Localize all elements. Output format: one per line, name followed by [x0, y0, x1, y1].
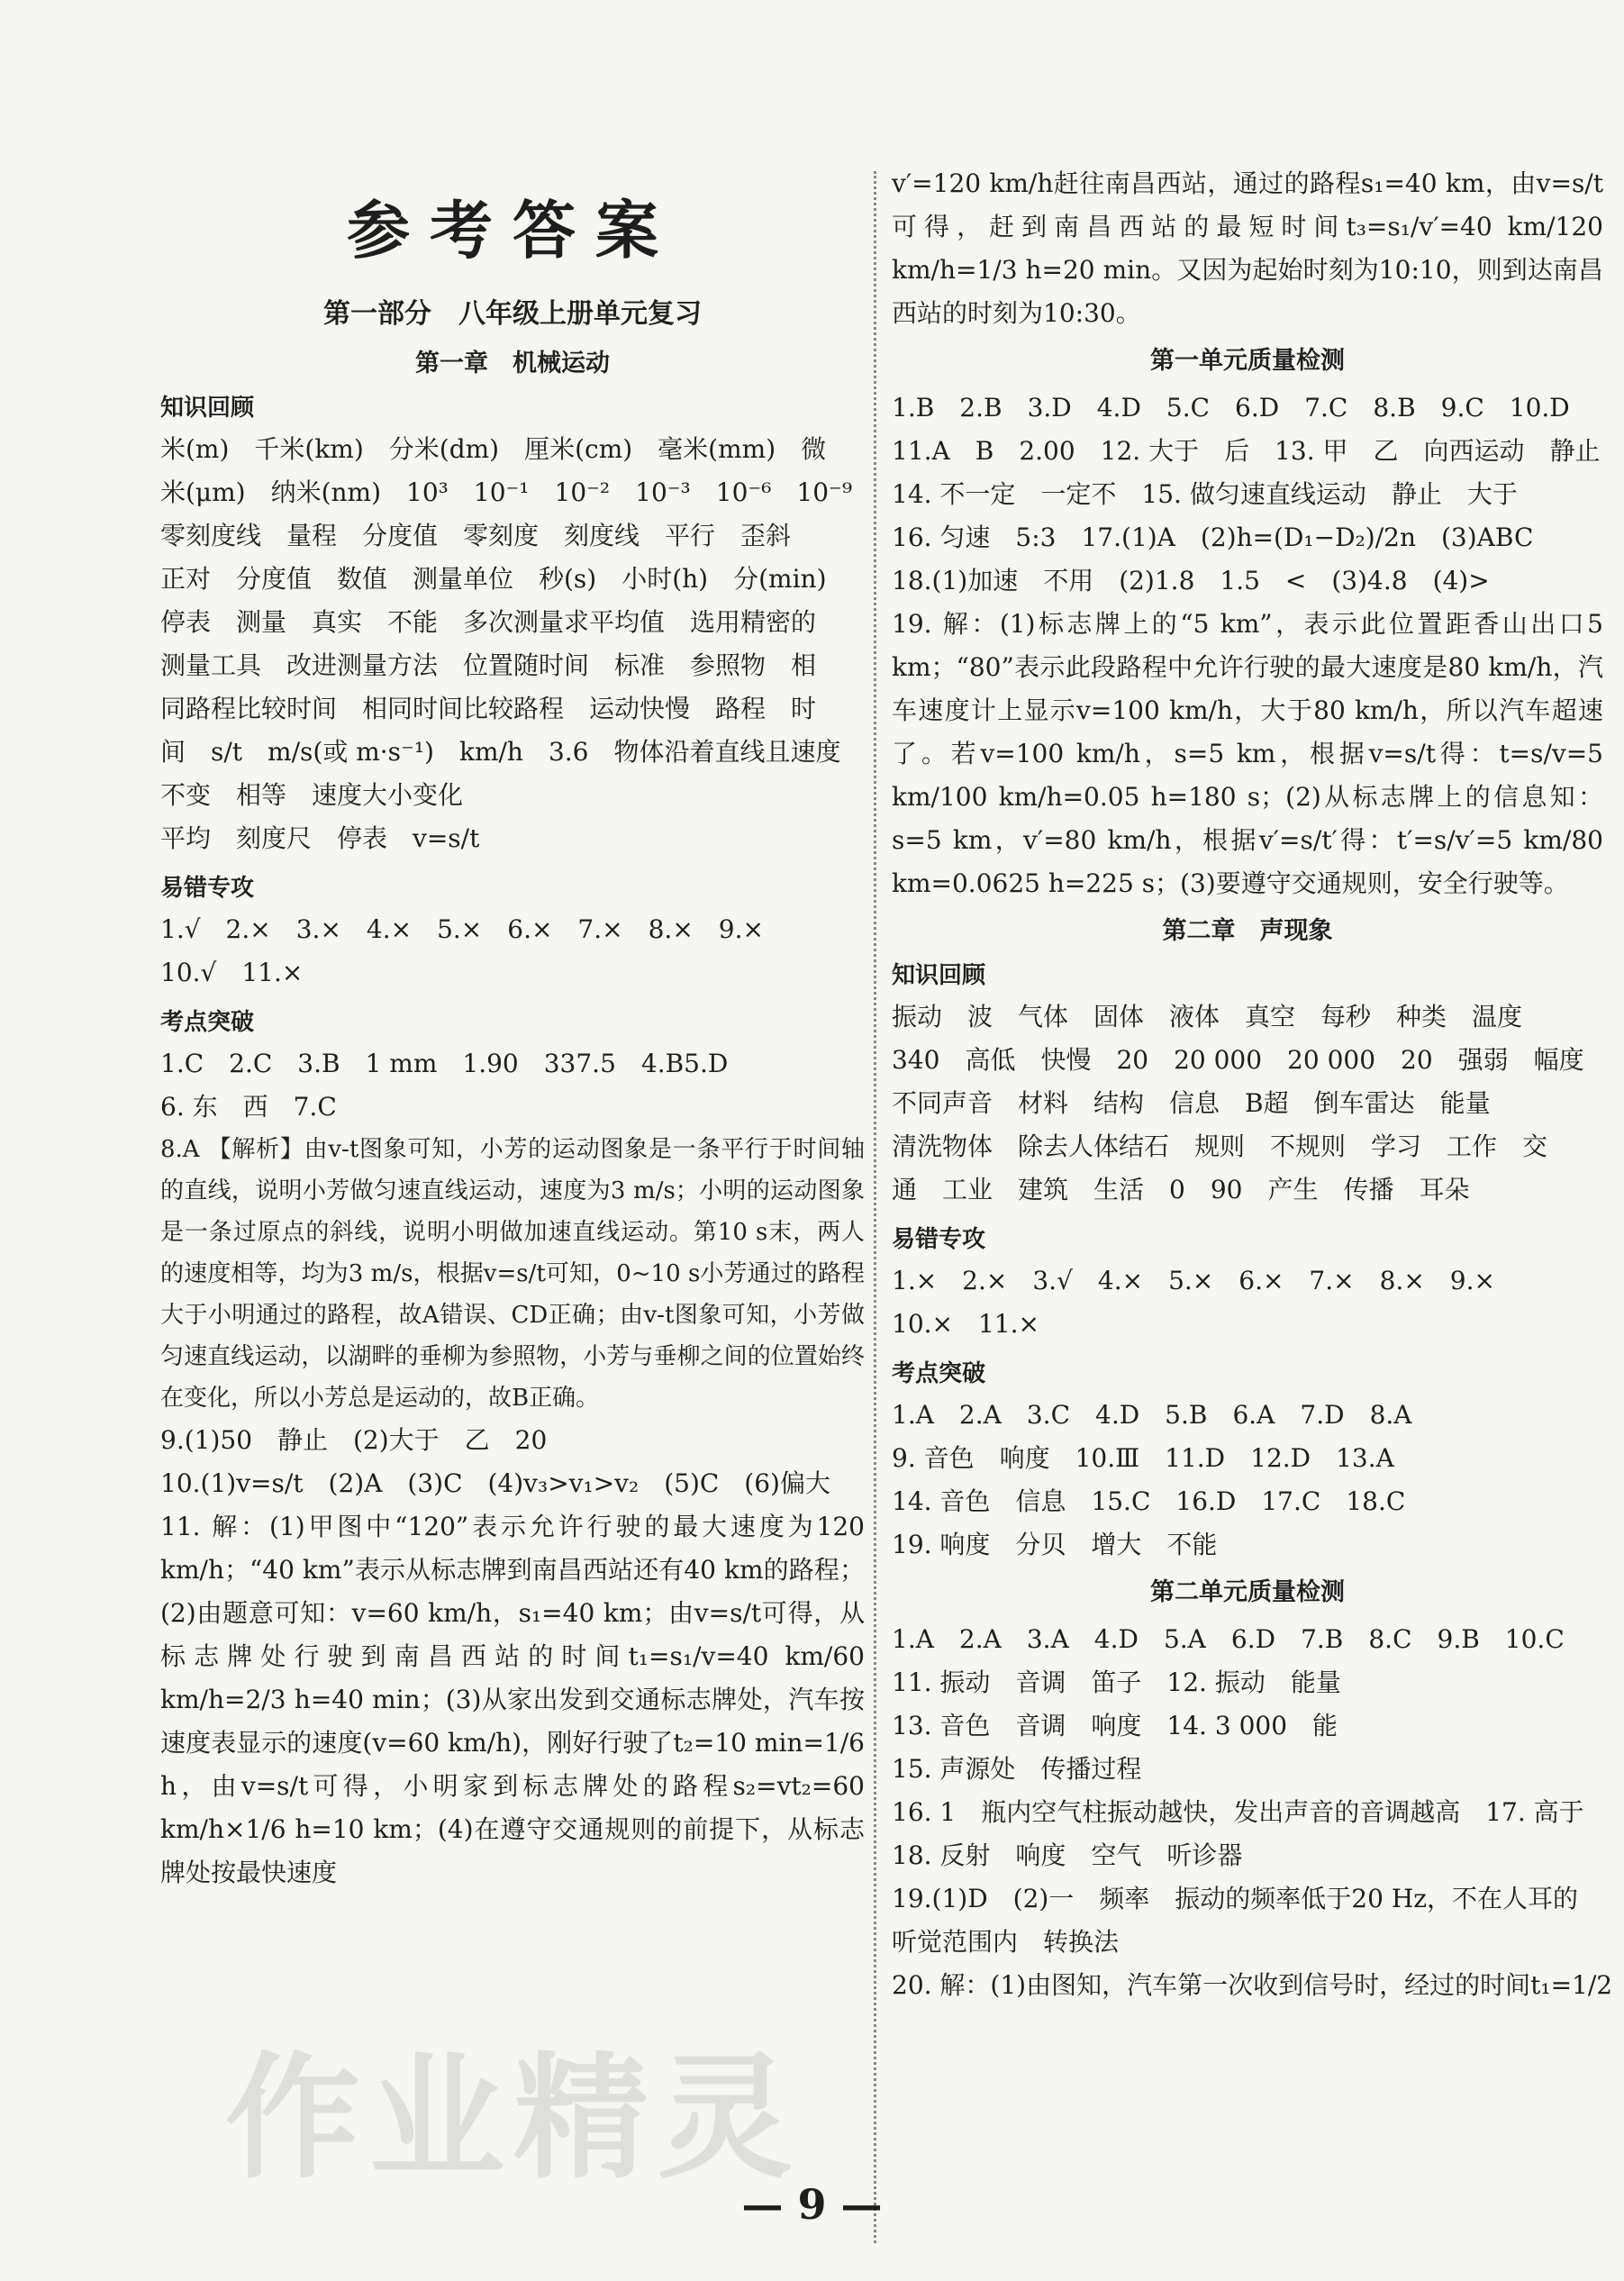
answer-line: 13. 音色 音调 响度 14. 3 000 能	[892, 1711, 1338, 1740]
answer-line: 9. 音色 响度 10.Ⅲ 11.D 12.D 13.A	[892, 1443, 1394, 1473]
column-divider	[874, 171, 876, 2243]
review-block	[160, 428, 865, 860]
answer-line: 18.(1)加速 不用 (2)1.8 1.5 < (3)4.8 (4)>	[892, 566, 1490, 595]
answer-line: 16. 匀速 5:3 17.(1)A (2)h=(D₁−D₂)/2n (3)ABC	[892, 523, 1534, 552]
text-line: 不变 相等 速度大小变化	[160, 780, 464, 810]
answer-line: 1.A 2.A 3.A 4.D 5.A 6.D 7.B 8.C 9.B 10.C	[892, 1624, 1565, 1654]
answer-line: 14. 音色 信息 15.C 16.D 17.C 18.C	[892, 1486, 1406, 1516]
answer-line: 1.C 2.C 3.B 1 mm 1.90 337.5 4.B5.D	[160, 1049, 729, 1078]
text-line: 米(m) 千米(km) 分米(dm) 厘米(cm) 毫米(mm) 微	[160, 434, 827, 464]
answer-line: 1.B 2.B 3.D 4.D 5.C 6.D 7.C 8.B 9.C 10.D	[892, 393, 1570, 423]
text-line: 测量工具 改进测量方法 位置随时间 标准 参照物 相	[160, 650, 817, 680]
watermark: 作业精灵	[225, 2040, 803, 2197]
answer-line: 11.A B 2.00 12. 大于 后 13. 甲 乙 向西运动 静止	[892, 436, 1601, 466]
right-column	[892, 162, 1613, 2007]
text-line: 340 高低 快慢 20 20 000 20 000 20 强弱 幅度	[892, 1045, 1584, 1075]
text-line: 零刻度线 量程 分度值 零刻度 刻度线 平行 歪斜	[160, 521, 792, 550]
question-19-solution: 19. 解：(1)标志牌上的“5 km”，表示此位置距香山出口5 km；“80”表示此段路程中允许行驶的最大速度是80 km/h，汽车速度计上显示v=100 km/h，大于80 km/h，所以汽车超速了。若v=100 km/h，s=5 km，根据v=s/t得：t=s/v=5 km/100 km/h=0.05 h=180 s；(2)从标志牌上的信息知：s=5 km，v′=80 km/h，根据v′=s/t′得：t′=s/v′=5 km/80 km=0.0625 h=225 s；(3)要遵守交通规则，安全行驶等。	[892, 609, 1603, 898]
text-line: 米(μm) 纳米(nm) 10³ 10⁻¹ 10⁻² 10⁻³ 10⁻⁶ 10⁻⁹	[160, 477, 853, 507]
text-line: 不同声音 材料 结构 信息 B超 倒车雷达 能量	[892, 1088, 1491, 1118]
answer-line: 1.× 2.× 3.√ 4.× 5.× 6.× 7.× 8.× 9.×	[892, 1266, 1495, 1295]
section-review: 知识回顾	[892, 962, 986, 989]
chapter2-title: 第二章 声现象	[1162, 917, 1333, 945]
text-line: 平均 刻度尺 停表 v=s/t	[160, 823, 480, 853]
question-11-continued: v′=120 km/h赶往南昌西站，通过的路程s₁=40 km，由v=s/t可得，赶到南昌西站的最短时间t₃=s₁/v′=40 km/120 km/h=1/3 h=20 min。又因为起始时刻为10:10，则到达南昌西站的时刻为10:30。	[892, 168, 1603, 328]
page-number: — 9 —	[741, 2180, 883, 2229]
text-line: 同路程比较时间 相同时间比较路程 运动快慢 路程 时	[160, 694, 817, 723]
answer-line: 1.A 2.A 3.C 4.D 5.B 6.A 7.D 8.A	[892, 1400, 1412, 1430]
text-line: 通 工业 建筑 生活 0 90 产生 传播 耳朵	[892, 1175, 1470, 1204]
unit1-test-title: 第一单元质量检测	[1150, 347, 1345, 375]
text-line: 间 s/t m/s(或 m·s⁻¹) km/h 3.6 物体沿着直线且速度	[160, 737, 841, 767]
left-column	[160, 153, 865, 1895]
section-review: 知识回顾	[160, 395, 255, 422]
answer-line: 10.√ 11.×	[160, 958, 304, 987]
text-line: 清洗物体 除去人体结石 规则 不规则 学习 工作 交	[892, 1131, 1548, 1161]
section-errors: 易错专攻	[160, 875, 255, 902]
answer-line: 15. 声源处 传播过程	[892, 1754, 1142, 1784]
answer-line: 11. 振动 音调 笛子 12. 振动 能量	[892, 1668, 1341, 1697]
question-11-solution: 11. 解：(1)甲图中“120”表示允许行驶的最大速度为120 km/h；“40 km”表示从标志牌到南昌西站还有40 km的路程；(2)由题意可知：v=60 km/h，s₁=40 km；由v=s/t可得，从标志牌处行驶到南昌西站的时间t₁=s₁/v=40 km/60 km/h=2/3 h=40 min；(3)从家出发到交通标志牌处，汽车按速度表显示的速度(v=60 km/h)，刚好行驶了t₂=10 min=1/6 h，由v=s/t可得，小明家到标志牌处的路程s₂=vt₂=60 km/h×1/6 h=10 km；(4)在遵守交通规则的前提下，从标志牌处按最快速度	[160, 1512, 865, 1887]
answer-line: 19. 响度 分贝 增大 不能	[892, 1530, 1218, 1559]
answer-line: 16. 1 瓶内空气柱振动越快，发出声音的音调越高 17. 高于	[892, 1797, 1584, 1827]
part-title: 第一部分 八年级上册单元复习	[323, 298, 702, 330]
section-points: 考点突破	[160, 1009, 255, 1036]
answer-line: 9.(1)50 静止 (2)大于 乙 20	[160, 1425, 548, 1455]
text-line: 停表 测量 真实 不能 多次测量求平均值 选用精密的	[160, 607, 817, 637]
answer-line: 20. 解：(1)由图知，汽车第一次收到信号时，经过的时间t₁=1/2	[892, 1970, 1613, 2000]
answer-line: 听觉范围内 转换法	[892, 1927, 1120, 1957]
question-8-analysis: 8.A 【解析】由v-t图象可知，小芳的运动图象是一条平行于时间轴的直线，说明小芳做匀速直线运动，速度为3 m/s；小明的运动图象是一条过原点的斜线，说明小明做加速直线运动。第10 s末，两人的速度相等，均为3 m/s，根据v=s/t可知，0~10 s小芳通过的路程大于小明通过的路程，故A错误、CD正确；由v-t图象可知，小芳做匀速直线运动，以湖畔的垂柳为参照物，小芳与垂柳之间的位置始终在变化，所以小芳总是运动的，故B正确。	[160, 1136, 865, 1412]
text-line: 振动 波 气体 固体 液体 真空 每秒 种类 温度	[892, 1002, 1523, 1031]
unit2-test-title: 第二单元质量检测	[1150, 1578, 1345, 1606]
section-points: 考点突破	[892, 1360, 986, 1387]
text-line: 正对 分度值 数值 测量单位 秒(s) 小时(h) 分(min)	[160, 564, 827, 594]
page-title: 参考答案	[347, 193, 678, 268]
answer-line: 6. 东 西 7.C	[160, 1092, 337, 1122]
answer-line: 19.(1)D (2)一 频率 振动的频率低于20 Hz，不在人耳的	[892, 1884, 1579, 1913]
answer-line: 10.× 11.×	[892, 1309, 1039, 1339]
section-errors: 易错专攻	[892, 1226, 986, 1253]
answer-line: 18. 反射 响度 空气 听诊器	[892, 1840, 1243, 1870]
chapter1-title: 第一章 机械运动	[415, 350, 610, 377]
answer-line: 10.(1)v=s/t (2)A (3)C (4)v₃>v₁>v₂ (5)C (6)偏大	[160, 1468, 830, 1498]
answer-line: 1.√ 2.× 3.× 4.× 5.× 6.× 7.× 8.× 9.×	[160, 914, 764, 944]
answer-line: 14. 不一定 一定不 15. 做匀速直线运动 静止 大于	[892, 479, 1518, 509]
